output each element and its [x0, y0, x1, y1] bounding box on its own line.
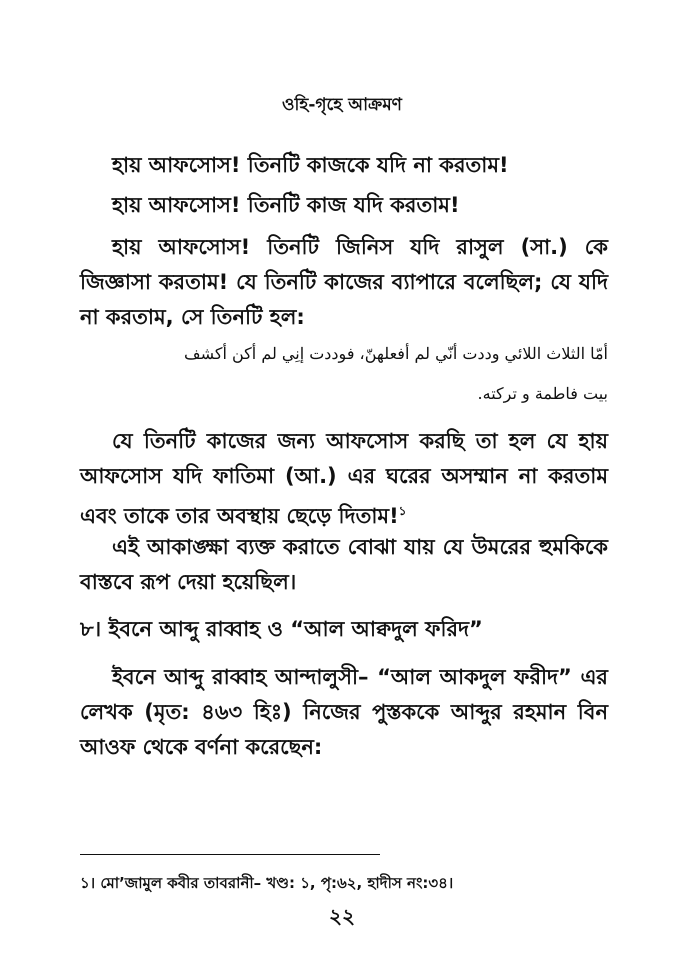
paragraph-conclusion: এই আকাঙ্ক্ষা ব্যক্ত করাতে বোঝা যায় যে উমরের হুমকিকে বাস্তবে রূপ দেয়া হয়েছিল। [80, 535, 608, 594]
paragraph-regret-3: হায় আফসোস! তিনটি জিনিস যদি রাসুল (সা.) কে জিজ্ঞাসা করতাম! যে তিনটি কাজের ব্যাপারে বলেছিল; যে যদি না করতাম, সে তিনটি হল: [80, 235, 608, 329]
paragraph-explanation-text: যে তিনটি কাজের জন্য আফসোস করছি তা হল যে হায় আফসোস যদি ফাতিমা (আ.) এর ঘরের অসম্মান না করতাম এবং তাকে তার অবস্থায় ছেড়ে দিতাম! [80, 429, 608, 528]
arabic-quote-line-1: أمّا الثلاث اللائي وددت أنّي لم أفعلهنّ، فوددت إنِي لم أكن أكشف [184, 344, 608, 363]
footnote-marker: ১ [398, 504, 407, 518]
running-title: ওহি-গৃহে আক্রমণ [282, 95, 402, 115]
footnote-divider [80, 854, 380, 855]
paragraph-ibn-abd-rabbih: ইবনে আব্দু রাব্বাহ আন্দালুসী– “আল আকদুল ফরীদ” এর লেখক (মৃত: ৪৬৩ হিঃ) নিজের পুস্তককে আব্দুর রহমান বিন আওফ থেকে বর্ণনা করেছেন: [80, 665, 608, 759]
paragraph-regret-1: হায় আফসোস! তিনটি কাজকে যদি না করতাম! [112, 153, 509, 177]
page-number: ২২ [328, 904, 355, 928]
section-heading: ৮। ইবনে আব্দু রাব্বাহ ও “আল আক্বদুল ফরিদ” [80, 617, 483, 641]
paragraph-explanation [80, 424, 608, 534]
footnote: ১। মো’জামুল কবীর তাবরানী– খণ্ড: ১, পৃ:৬২, হাদীস নং:৩৪। [80, 874, 454, 892]
paragraph-regret-2: হায় আফসোস! তিনটি কাজ যদি করতাম! [112, 193, 460, 217]
arabic-quote-line-2: بيت فاطمة و تركته. [477, 384, 608, 403]
